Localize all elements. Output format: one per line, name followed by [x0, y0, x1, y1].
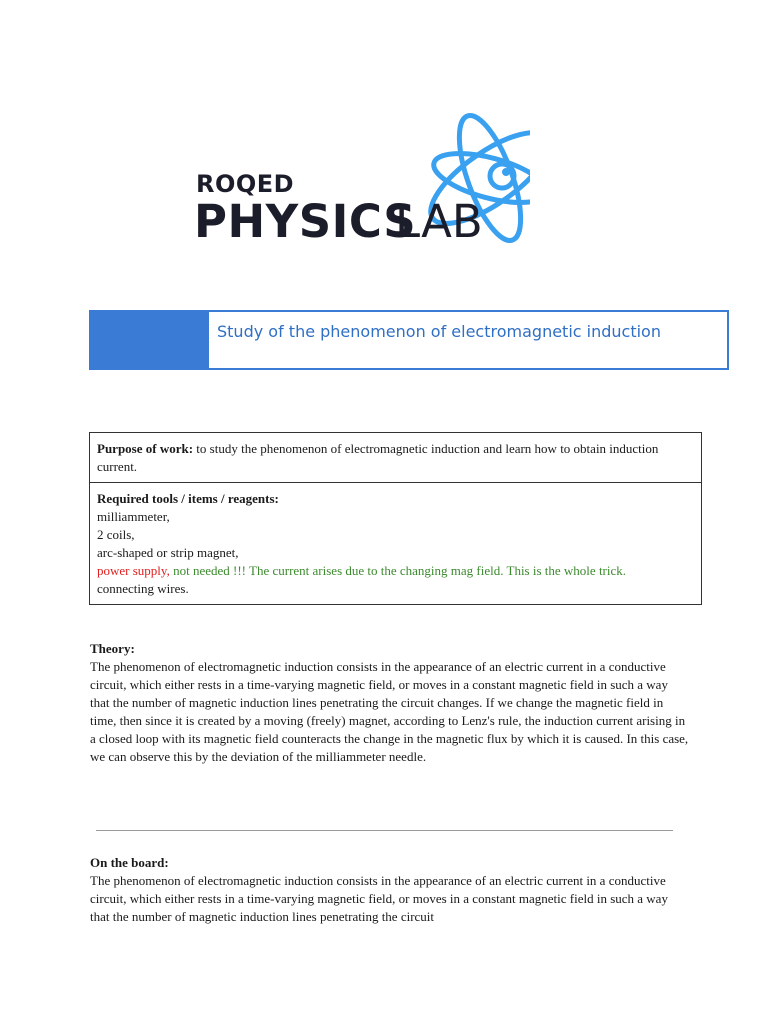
tools-label: Required tools / items / reagents: — [97, 491, 279, 506]
divider — [96, 830, 673, 831]
roqed-physics-lab-logo — [190, 90, 530, 260]
title-banner — [89, 310, 729, 370]
logo-title-bold: PHYSICS — [194, 195, 417, 248]
tool-item: arc-shaped or strip magnet, — [97, 545, 239, 560]
logo-title-light: LAB — [395, 195, 483, 248]
purpose-text: to study the phenomenon of electromagnetic induction and learn how to obtain induction current. — [97, 441, 659, 474]
page-title: Study of the phenomenon of electromagnetic induction — [217, 322, 661, 341]
board-label: On the board: — [90, 855, 169, 870]
board-text: The phenomenon of electromagnetic induction consists in the appearance of an electric current in a conductive circuit, which either rests in a time-varying magnetic field, or moves in a constant magnetic field in such a way that the number of magnetic induction lines penetrating the circuit — [90, 873, 668, 924]
theory-section — [90, 640, 690, 766]
purpose-cell — [90, 433, 701, 482]
power-supply-text: power supply, — [97, 563, 170, 578]
brand-name: ROQED — [196, 170, 295, 198]
tool-item: connecting wires. — [97, 581, 189, 596]
power-supply-note: not needed !!! The current arises due to the changing mag field. This is the whole trick. — [169, 563, 627, 578]
tool-item: 2 coils, — [97, 527, 135, 542]
theory-label: Theory: — [90, 641, 135, 656]
board-section — [90, 854, 690, 926]
tool-item: milliammeter, — [97, 509, 170, 524]
info-table — [89, 432, 702, 605]
banner-accent — [91, 312, 209, 368]
purpose-label: Purpose of work: — [97, 441, 194, 456]
tools-cell — [90, 482, 701, 604]
tool-item-power — [97, 562, 694, 580]
theory-text: The phenomenon of electromagnetic induction consists in the appearance of an electric current in a conductive circuit, which either rests in a time-varying magnetic field, or moves in a constant magnetic field in such a way that the number of magnetic induction lines penetrating the circuit changes. If we change the magnetic field in time, then since it is created by a moving (freely) magnet, according to Lenz's rule, the induction current arising in a closed loop with its magnetic field counteracts the change in the magnetic flux by which it is caused. In this case, we can observe this by the deviation of the milliammeter needle. — [90, 659, 689, 764]
